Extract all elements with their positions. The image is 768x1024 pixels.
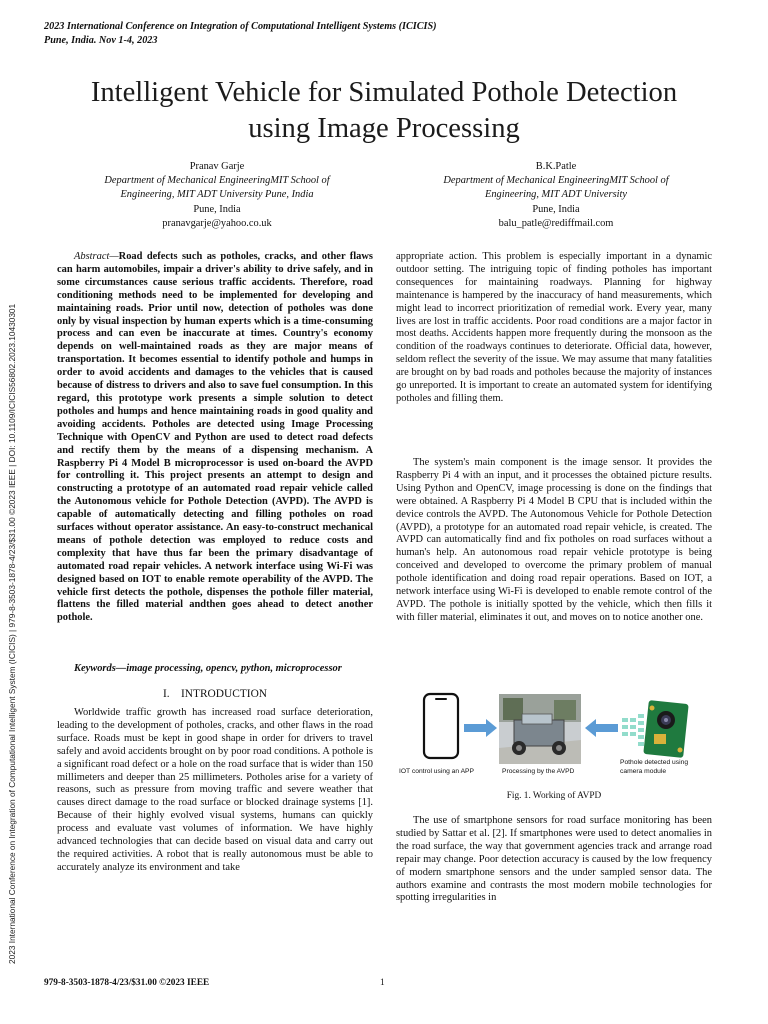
left-arrow-icon	[585, 719, 618, 737]
title-line-1: Intelligent Vehicle for Simulated Pothole Detection	[90, 77, 678, 108]
conference-header	[44, 20, 437, 48]
author-affiliation: Department of Mechanical EngineeringMIT School of	[443, 175, 669, 187]
intro-paragraph-1	[57, 707, 373, 875]
smartphone-icon	[424, 694, 458, 758]
figure-label-detection-2: camera module	[620, 768, 667, 775]
conference-name: 2023 International Conference on Integration of Computational Intelligent Systems (ICICIS)	[44, 21, 437, 32]
page-number: 1	[380, 978, 385, 988]
conference-location: Pune, India. Nov 1-4, 2023	[44, 35, 158, 46]
abstract-dash: —	[109, 251, 119, 262]
figure-label-processing: Processing by the AVPD	[502, 768, 575, 775]
paragraph-text: appropriate action. This problem is especially important in a dynamic outdoor setting. The intriguing topic of finding potholes has important consequences for maintaining roadways. Planning for highway maintenance is hampered by the inaccuracy of hand measurements, which might lead to incorrect prioritization of remedial work. Every year, many lives are lost in traffic accidents. Poor road conditions are a major factor in most deaths. Accidents happen more frequently during the monsoon as the condition of the roadways continues to deteriorate. Official data, however, seldom reflect the severity of the issue. We may assume that many fatalities are brought on by bad roads and potholes because the majority of instances go unreported. It is important to create an automated system for identifying potholes and filling them.	[396, 251, 712, 404]
author-block-1	[57, 160, 377, 231]
abstract-text: Road defects such as potholes, cracks, and other flaws can harm automobiles, impair a driver's ability to drive safely, and in some circumstances cause serious traffic accidents. Therefore, road conditioning methods need to be implemented for developing and maintaining roads. Prior until now, detection of potholes was done only by visual inspection by human experts which is a time-consuming process and can even be inaccurate at times. Country's economy depends on well-maintained roads as they are major means of transportation. It becomes essential to identify pothole and humps in order to avoid accidents and damages to the vehicles that is caused because of distress to drivers and also to save fuel consumption. In this regard, this prototype work presents a simple solution to detect potholes and humps and hence maintaining roads in good quality and avoiding accidents. Potholes are detected using Image Processing Technique with OpenCV and Python are used to detect road defects and rectify them by the means of a dispensing mechanism. A Raspberry Pi 4 Model B microprocessor is used on-board the AVPD for controlling it. This project presents an attempt to design and constructing a prototype of an automated road repair vehicle called the Autonomous vehicle for Pothole Detection (AVPD). The AVPD is capable of automatically detecting and filling potholes on road surfaces without operator assistance. An easy-to-construct mechanical means of pothole detection was employed to reduce costs and complexity that have thus far been the primary disadvantage of automated road repair vehicles. A network interface using Wi-Fi was designed based on IOT to enable remote operability of the AVPD. The vehicle first detects the pothole, dispenses the pothole filler material, flattens the filled material andthen goes ahead to detect another pothole.	[57, 251, 373, 624]
author-city: Pune, India	[193, 203, 241, 215]
author-affiliation: Engineering, MIT ADT University Pune, India	[120, 189, 314, 201]
figure-1	[396, 690, 712, 786]
right-arrow-icon	[464, 719, 497, 737]
author-email: pranavgarje@yahoo.co.uk	[162, 217, 272, 229]
paragraph-text: The system's main component is the image sensor. It provides the Raspberry Pi 4 with an input, and it processes the obtained picture results. Using Python and OpenCV, image processing is done on the findings that were obtained. A Raspberry Pi 4 Model B CPU that is included within the device controls the AVPD. The Autonomous Vehicle for Pothole Detection (AVPD), a prototype for an automated road repair vehicle, is created. The AVPD can automatically find and fix potholes on road surfaces without a human's help. An autonomous road repair vehicle prototype is being conceived and developed to overcome the primary problem of manual pothole identification and doing road repair operations. Based on IOT, a network interface using Wi-Fi is developed to enable remote control of the AVPD. The pothole is initially spotted by the vehicle, which then fills it with filler material, eliminates it out, and moves on to notice another one.	[396, 457, 712, 623]
keywords: Keywords—image processing, opencv, python, microprocessor	[74, 663, 342, 674]
figure-label-iot: IOT control using an APP	[399, 768, 474, 775]
section-heading	[57, 688, 373, 700]
figure-label-detection: Pothole detected using	[620, 759, 689, 766]
intro-paragraph-3	[396, 815, 712, 905]
author-name: Pranav Garje	[189, 161, 245, 172]
author-city: Pune, India	[532, 203, 580, 215]
vehicle-photo	[499, 694, 581, 764]
author-affiliation: Department of Mechanical EngineeringMIT School of	[104, 175, 330, 187]
intro-paragraph-2	[396, 457, 712, 625]
footer-isbn: 979-8-3503-1878-4/23/$31.00 ©2023 IEEE	[44, 978, 210, 988]
title-line-2: using Image Processing	[248, 113, 520, 144]
author-affiliation: Engineering, MIT ADT University	[485, 189, 627, 201]
camera-module-photo	[622, 700, 689, 758]
figure-caption: Fig. 1. Working of AVPD	[506, 791, 602, 801]
author-block-2	[396, 160, 716, 231]
author-name: B.K.Patle	[535, 161, 577, 172]
doi-sidebar: 2023 International Conference on Integration of Computational Intelligent System (ICICIS) | 979-8-3503-1878-4/23/$31.00 ©2023 IEEE | DOI: 10.1109/ICICIS56802.2023.10430301	[7, 303, 17, 964]
author-email: balu_patle@rediffmail.com	[498, 217, 614, 229]
section-number: I.	[162, 688, 170, 700]
paragraph-text: The use of smartphone sensors for road surface monitoring has been studied by Sattar et al. [2]. If smartphones were used to detect anomalies in the road surface, the way that government agencies track and arrange road repair may change. Poor detection accuracy is caused by the low frequency of modern smartphone sensors and the under sampled sensor data. The authors examine and contrasts the most modern mobile technologies for spotting irregularities in	[396, 815, 712, 904]
paper-title	[0, 75, 768, 147]
abstract	[57, 251, 373, 625]
intro-paragraph-1-continued	[396, 251, 712, 406]
paragraph-text: Worldwide traffic growth has increased road surface deterioration, leading to the development of potholes, cracks, and other flaws in the road surface. Roads must be kept in good shape in order for drivers to travel safely and avoid accidents brought on by poor road conditions. A pothole is a significant road defect or a hole on the road surface that is wider than 150 millimeters and deeper than 25 millimeters. Potholes arise for a variety of reasons, such as pressure from moving traffic and severe weather that causes direct damage to the road surface or blocked drainage systems [1]. Because of their highly evolved visual systems, humans can quickly process and evaluate vast volumes of information. We have highly advanced technologies that can decide based on visual data and carry out the required activities. A robot that is really autonomous must be able to accurately analyze its environment and take	[57, 707, 373, 873]
section-title: INTRODUCTION	[180, 688, 268, 700]
abstract-label: Abstract	[74, 251, 110, 262]
